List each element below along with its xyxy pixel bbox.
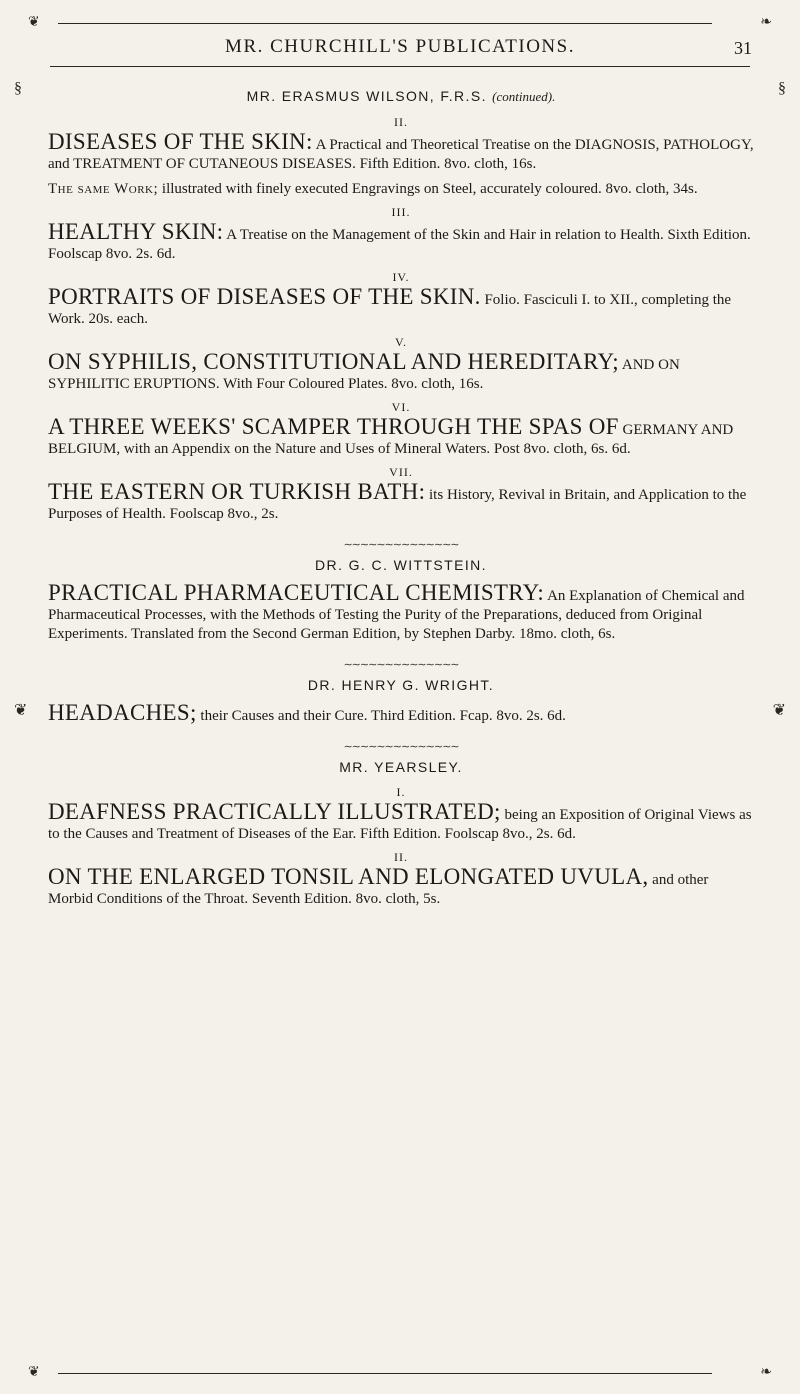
entry-title: ON THE ENLARGED TONSIL AND ELONGATED UVULA, (48, 864, 649, 889)
entry-number: II. (394, 115, 408, 129)
fleuron-icon: ❧ (760, 1365, 772, 1380)
entry-description: its History, Revival in Britain, and Application to the Purposes of Health. Foolscap 8vo., 2s. (48, 487, 747, 522)
bottom-rule (28, 1366, 772, 1380)
entry-description: A Treatise on the Management of the Skin and Hair in relation to Health. Sixth Edition. Foolscap 8vo. 2s. 6d. (48, 227, 751, 262)
entry-title: The same Work; (48, 181, 159, 197)
catalogue-entry (48, 284, 754, 329)
catalogue-entry (48, 580, 754, 644)
entry-title: DEAFNESS PRACTICALLY ILLUSTRATED; (48, 799, 501, 824)
catalogue-entry (48, 479, 754, 524)
entry-title: HEADACHES; (48, 700, 197, 725)
entry-title: PORTRAITS OF DISEASES OF THE SKIN. (48, 284, 481, 309)
running-header (0, 36, 800, 64)
entry-description: illustrated with finely executed Engravings on Steel, accurately coloured. 8vo. cloth, 34s. (161, 181, 698, 197)
entry-title: A THREE WEEKS' SCAMPER THROUGH THE SPAS OF (48, 414, 619, 439)
entry-description: and other Morbid Conditions of the Throat. Seventh Edition. 8vo. cloth, 5s. (48, 872, 709, 907)
margin-ornament-icon: § (14, 80, 22, 97)
catalogue-body (48, 82, 754, 915)
margin-ornament-icon: § (778, 80, 786, 97)
entry-number: IV. (392, 270, 410, 284)
entry-number: V. (394, 335, 408, 349)
top-rule (28, 16, 772, 30)
catalogue-entry (48, 864, 754, 909)
catalogue-entry (48, 219, 754, 264)
catalogue-entry (48, 799, 754, 844)
entry-number: VII. (389, 465, 413, 479)
entry-description: AND ON SYPHILITIC ERUPTIONS. With Four Coloured Plates. 8vo. cloth, 16s. (48, 357, 680, 392)
entry-description: A Practical and Theoretical Treatise on the DIAGNOSIS, PATHOLOGY, and TREATMENT OF CUTANEOUS DISEASES. Fifth Edition. 8vo. cloth, 16s. (48, 137, 754, 172)
author-heading (48, 677, 754, 693)
entry-description: being an Exposition of Original Views as to the Causes and Treatment of Diseases of the Ear. Fifth Edition. Foolscap 8vo., 2s. 6d. (48, 807, 752, 842)
catalogue-entry (48, 414, 754, 459)
wavy-rule: ∼∼∼∼∼∼∼∼∼∼∼∼∼∼ (343, 741, 459, 753)
author-name: MR. YEARSLEY. (339, 759, 463, 775)
entry-title: THE EASTERN OR TURKISH BATH: (48, 479, 426, 504)
catalogue-entry (48, 349, 754, 394)
catalogue-entry (48, 700, 754, 726)
divider (58, 23, 712, 24)
entry-title: DISEASES OF THE SKIN: (48, 129, 313, 154)
entry-number: VI. (391, 400, 411, 414)
page-number: 31 (734, 38, 752, 58)
entry-title: PRACTICAL PHARMACEUTICAL CHEMISTRY: (48, 580, 545, 605)
author-heading (48, 759, 754, 775)
author-name: MR. ERASMUS WILSON, F.R.S. (246, 88, 487, 104)
fleuron-icon: ❦ (28, 15, 40, 30)
fleuron-icon: ❦ (28, 1365, 40, 1380)
catalogue-entry (48, 180, 754, 199)
entry-description: GERMANY AND BELGIUM, with an Appendix on the Nature and Uses of Mineral Waters. Post 8vo. cloth, 6s. 6d. (48, 422, 734, 457)
divider (58, 1373, 712, 1374)
entry-title: HEALTHY SKIN: (48, 219, 224, 244)
margin-ornament-icon: ❦ (772, 702, 786, 719)
entry-description: their Causes and their Cure. Third Edition. Fcap. 8vo. 2s. 6d. (200, 708, 566, 724)
entry-title: ON SYPHILIS, CONSTITUTIONAL AND HEREDITARY; (48, 349, 619, 374)
wavy-rule: ∼∼∼∼∼∼∼∼∼∼∼∼∼∼ (343, 539, 459, 551)
author-note: (continued). (492, 89, 556, 104)
author-name: DR. HENRY G. WRIGHT. (307, 677, 495, 693)
margin-ornament-icon: ❦ (14, 702, 28, 719)
author-name: DR. G. C. WITTSTEIN. (315, 557, 487, 573)
entry-description: An Explanation of Chemical and Pharmaceutical Processes, with the Methods of Testing the Purity of the Preparations, deduced from Original Experiments. Translated from the Second German Edition, by Stephen Darby. 18mo. cloth, 6s. (48, 588, 745, 642)
entry-description: Folio. Fasciculi I. to XII., completing the Work. 20s. each. (48, 292, 732, 327)
entry-number: III. (391, 205, 411, 219)
running-title: MR. CHURCHILL'S PUBLICATIONS. (225, 36, 575, 57)
entry-number: II. (394, 850, 408, 864)
divider (50, 66, 750, 67)
catalogue-entry (48, 129, 754, 174)
author-heading (48, 88, 754, 105)
fleuron-icon: ❧ (760, 15, 772, 30)
author-heading (48, 557, 754, 573)
entry-number: I. (396, 785, 406, 799)
wavy-rule: ∼∼∼∼∼∼∼∼∼∼∼∼∼∼ (343, 659, 459, 671)
